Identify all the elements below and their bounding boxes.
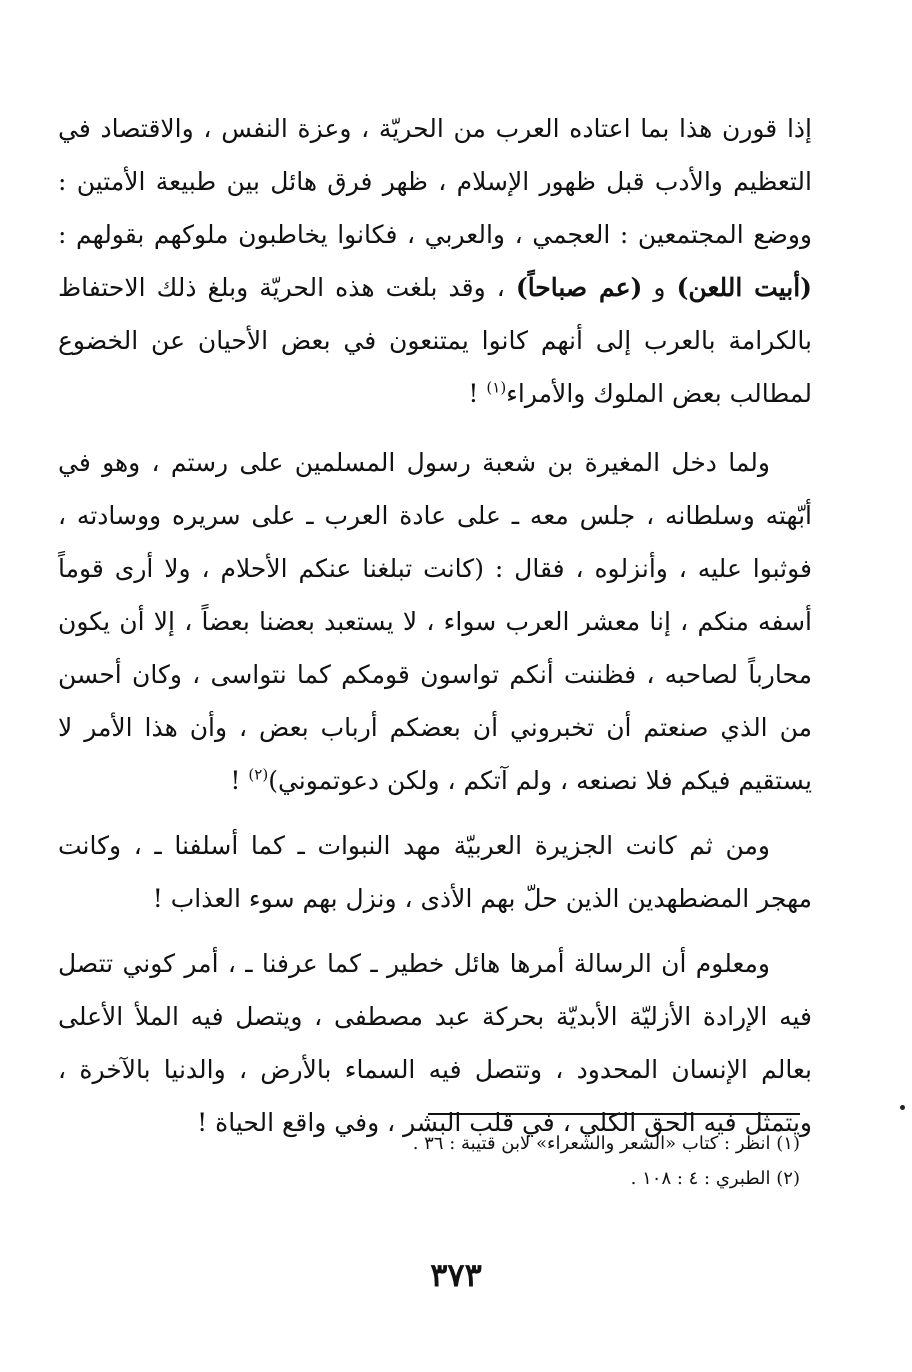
page-number: ٣٧٣ [430, 1256, 482, 1294]
footnote-ref-2[interactable]: (٢) [248, 765, 269, 784]
footnote-divider [428, 1113, 800, 1115]
paragraph-3 [58, 819, 812, 925]
paragraph-2-end: ! [230, 766, 249, 795]
phrase-abayta-al-laan: (أبيت اللعن) [676, 273, 812, 302]
paragraph-1-text-a: إذا قورن هذا بما اعتاده العرب من الحريّة ، وعزة النفس ، والاقتصاد في التعظيم والأدب قبل ظهور الإسلام ، ظهر فرق هائل بين طبيعة الأمتين : ووضع المجتمعين : العجمي ، والعربي ، فكانوا يخاطبون ملوكهم بقولهم : [58, 114, 812, 249]
paragraph-4-text: ومعلوم أن الرسالة أمرها هائل خطير ـ كما عرفنا ـ ، أمر كوني تتصل فيه الإرادة الأزليّة الأبديّة بحركة عبد مصطفى ، ويتصل فيه الملأ الأعلى بعالم الإنسان المحدود ، وتتصل فيه السماء بالأرض ، والدنيا بالآخرة ، ويتمثل فيه الحق الكلي ، في قلب البشر ، وفي واقع الحياة ! [58, 949, 812, 1137]
main-text [58, 102, 812, 1163]
paragraph-1 [58, 102, 812, 420]
margin-speck [900, 1105, 905, 1110]
paragraph-2 [58, 436, 812, 807]
paragraph-1-end: ! [468, 379, 487, 408]
phrase-im-sabahan: (عم صباحاً) [515, 273, 643, 302]
paragraph-1-text-b: ، وقد بلغت هذه الحريّة وبلغ ذلك الاحتفاظ بالكرامة بالعرب إلى أنهم كانوا يمتنعون في بعض الأحيان عن الخضوع لمطالب بعض الملوك والأمراء [58, 273, 812, 408]
footnote-1: (١) انظر : كتاب «الشعر والشعراء» لابن قتيبة : ٣٦ . [412, 1133, 800, 1154]
footnotes [300, 1126, 800, 1196]
paragraph-3-text: ومن ثم كانت الجزيرة العربيّة مهد النبوات ـ كما أسلفنا ـ ، وكانت مهجر المضطهدين الذين حلّ بهم الأذى ، ونزل بهم سوء العذاب ! [58, 831, 812, 913]
paragraph-1-connector: و [642, 273, 677, 302]
paragraph-2-text: ولما دخل المغيرة بن شعبة رسول المسلمين على رستم ، وهو في أبّهته وسلطانه ، جلس معه ـ على عادة العرب ـ على سريره ووسادته ، فوثبوا عليه ، وأنزلوه ، فقال : (كانت تبلغنا عنكم الأحلام ، ولا أرى قوماً أسفه منكم ، إنا معشر العرب سواء ، لا يستعبد بعضنا بعضاً ، إلا أن يكون محارباً لصاحبه ، فظننت أنكم تواسون قومكم كما نتواسى ، وكان أحسن من الذي صنعتم أن تخبروني أن بعضكم أرباب بعض ، وأن هذا الأمر لا يستقيم فيكم فلا نصنعه ، ولم آتكم ، ولكن دعوتموني) [58, 448, 812, 795]
footnote-ref-1[interactable]: (١) [486, 378, 507, 397]
footnote-2: (٢) الطبري : ٤ : ١٠٨ . [630, 1168, 800, 1189]
paragraph-4 [58, 937, 812, 1149]
